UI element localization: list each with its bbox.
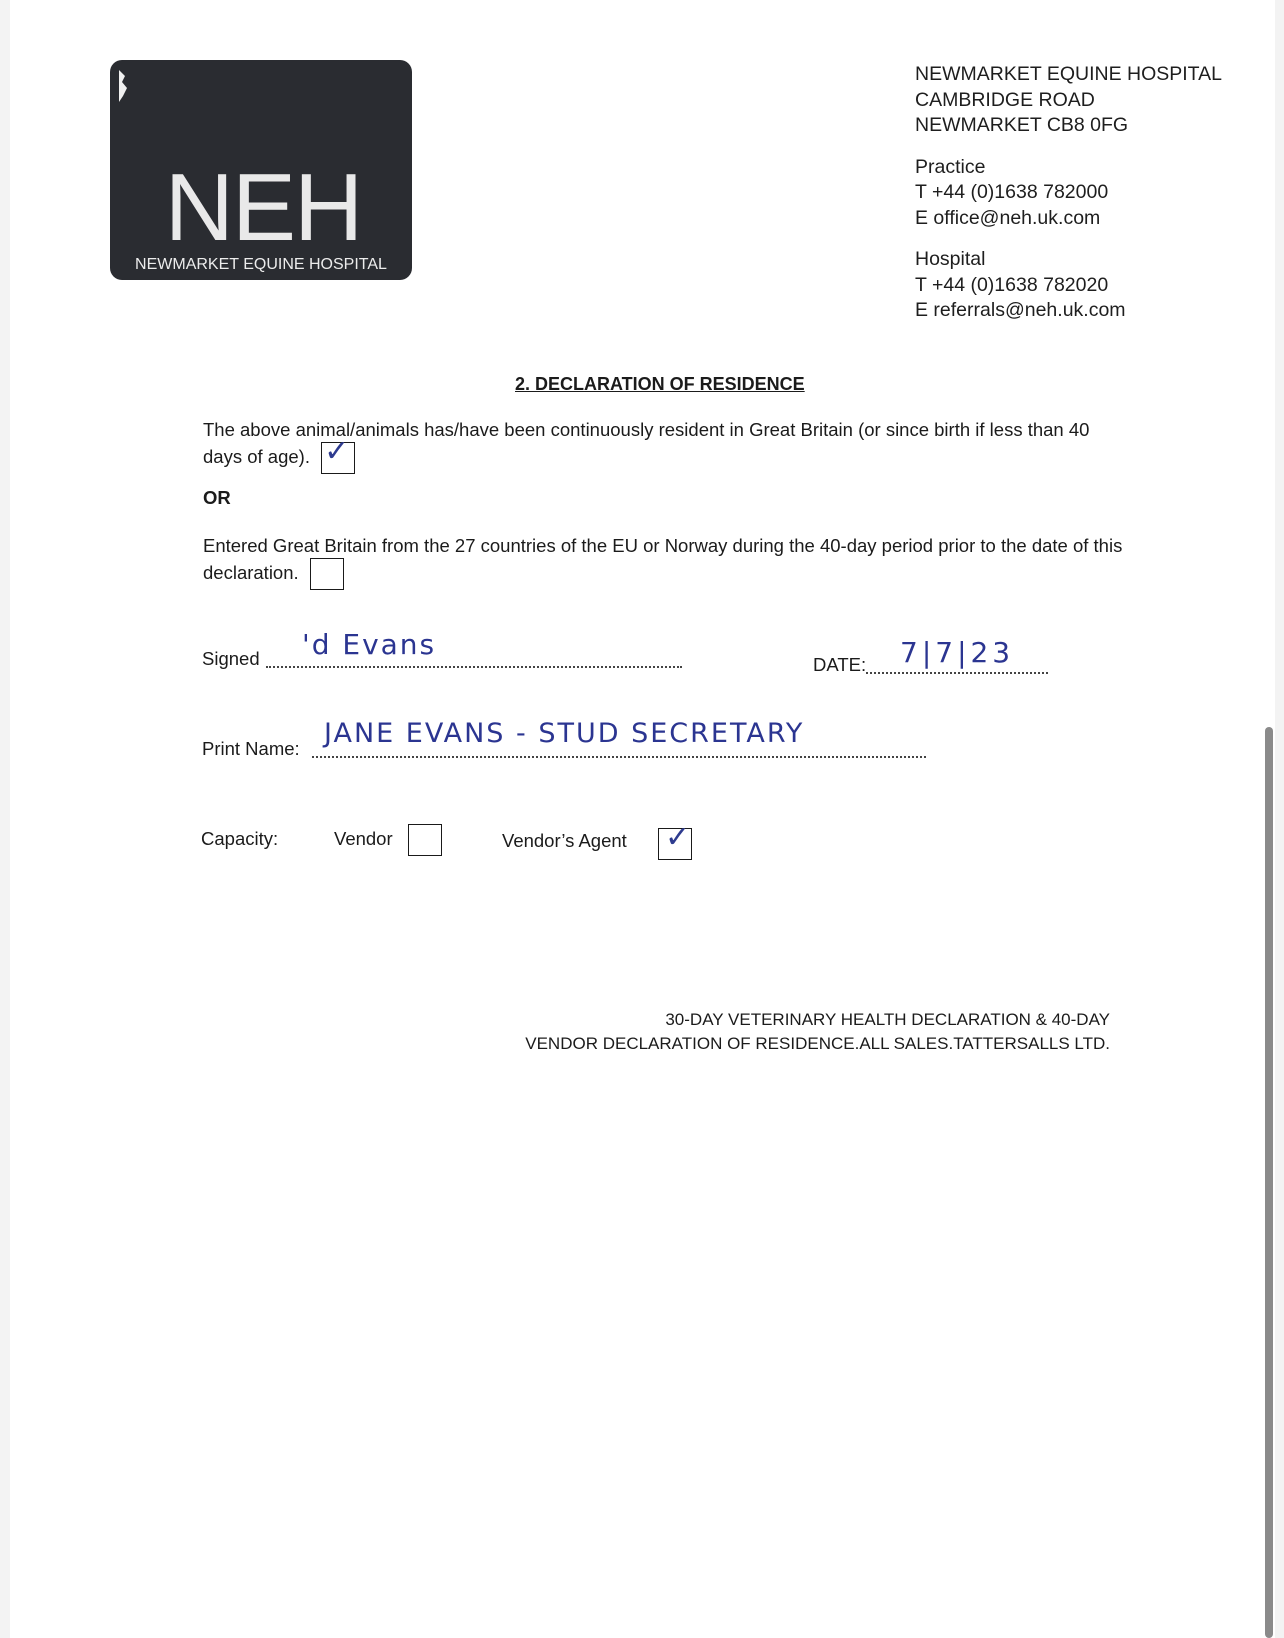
address-lines: [915, 62, 1275, 139]
or-label: OR: [203, 487, 231, 508]
document-footer: [510, 1008, 1110, 1056]
vendor-agent-checkbox[interactable]: [658, 820, 692, 860]
footer-line: VENDOR DECLARATION OF RESIDENCE.ALL SALES.TATTERSALLS LTD.: [525, 1034, 1110, 1053]
address-line: NEWMARKET EQUINE HOSPITAL: [915, 63, 1222, 85]
scrollbar[interactable]: [1265, 727, 1273, 1638]
practice-label: Practice: [915, 155, 986, 178]
resident-option-text: The above animal/animals has/have been continuously resident in Great Britain (or since birth if less than 40 days of age).: [203, 419, 1090, 467]
address-line: CAMBRIDGE ROAD: [915, 88, 1095, 111]
flag-icon: [116, 68, 130, 102]
vendor-checkbox[interactable]: [408, 824, 442, 856]
checkmark-icon: ✓: [324, 434, 350, 469]
resident-option: [203, 418, 1123, 474]
entered-option-text: Entered Great Britain from the 27 countries of the EU or Norway during the 40-day period prior to the date of this declaration.: [203, 535, 1123, 583]
date-line: [866, 672, 1048, 674]
hospital-email: E referrals@neh.uk.com: [915, 299, 1126, 321]
vendor-agent-label: Vendor’s Agent: [502, 830, 627, 851]
document-page: [10, 0, 1275, 1638]
signature-handwriting[interactable]: 'd Evans: [302, 628, 437, 661]
section-heading: 2. DECLARATION OF RESIDENCE: [515, 374, 805, 394]
practice-email: E office@neh.uk.com: [915, 206, 1101, 229]
hospital-contact: [915, 247, 1275, 324]
print-name-line: [312, 756, 926, 758]
entered-checkbox[interactable]: [310, 558, 344, 590]
print-name-label: Print Name:: [202, 738, 300, 759]
checkmark-icon: ✓: [665, 820, 691, 855]
logo-mark: NEH: [164, 154, 362, 261]
practice-phone: T +44 (0)1638 782000: [915, 181, 1109, 203]
date-label: DATE:: [813, 654, 867, 675]
print-name-handwriting[interactable]: JANE EVANS - STUD SECRETARY: [324, 718, 805, 749]
capacity-label: Capacity:: [201, 828, 279, 849]
hospital-phone: T +44 (0)1638 782020: [915, 273, 1109, 296]
resident-checkbox[interactable]: [321, 434, 355, 474]
address-line: NEWMARKET CB8 0FG: [915, 114, 1129, 136]
logo-subtitle: NEWMARKET EQUINE HOSPITAL: [135, 256, 387, 273]
practice-contact: [915, 155, 1275, 232]
address-block: [915, 62, 1275, 340]
signed-line: [266, 666, 682, 668]
vendor-label: Vendor: [334, 828, 393, 849]
entered-option: [203, 534, 1123, 590]
footer-line: 30-DAY VETERINARY HEALTH DECLARATION & 40-DAY: [665, 1010, 1110, 1029]
hospital-label: Hospital: [915, 248, 986, 270]
neh-logo: [110, 60, 412, 280]
date-handwriting[interactable]: 7|7|23: [900, 636, 1015, 669]
signed-label: Signed: [202, 648, 260, 669]
